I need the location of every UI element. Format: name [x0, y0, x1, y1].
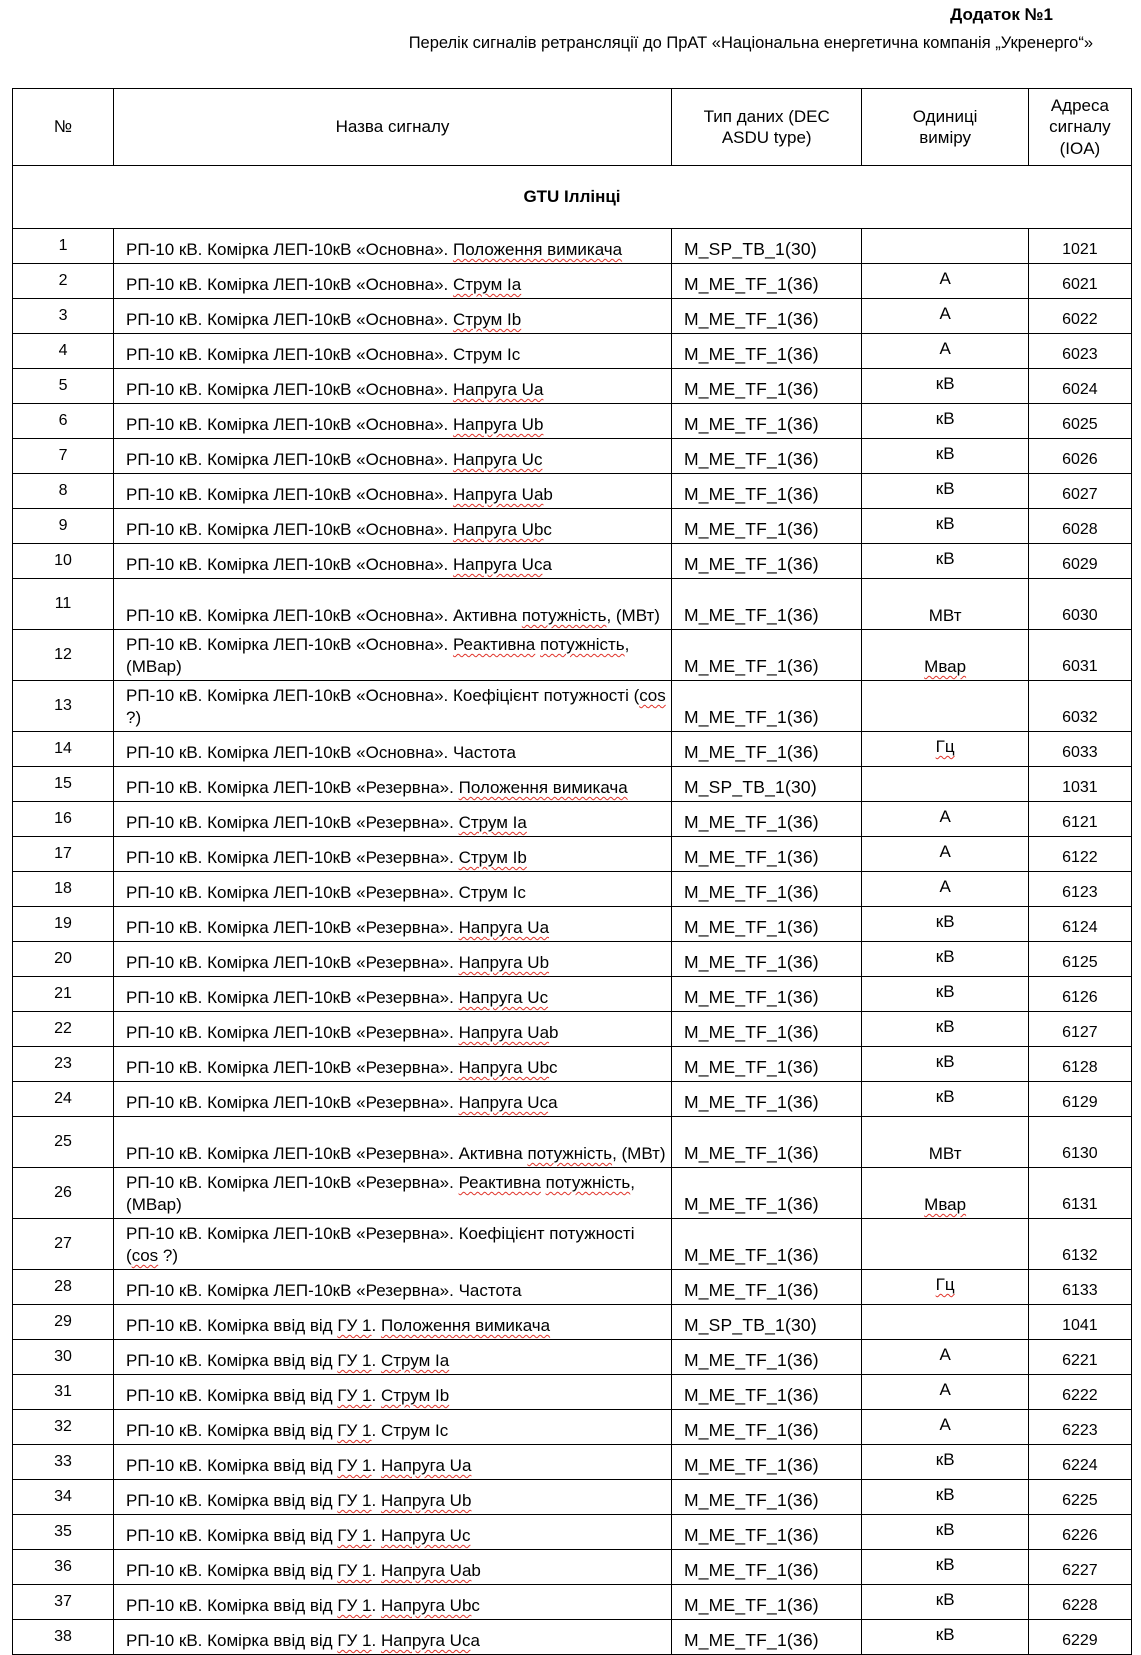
table-row	[13, 404, 1132, 439]
signal-name: РП-10 кВ. Комірка ЛЕП-10кВ «Резервна». Реактивна потужність, (МВар)	[114, 1168, 672, 1219]
column-header-signal-name: Назва сигналу	[114, 89, 672, 166]
data-type: M_ME_TF_1(36)	[671, 1340, 862, 1375]
data-type: M_ME_TF_1(36)	[671, 1270, 862, 1305]
signal-name: РП-10 кВ. Комірка ЛЕП-10кВ «Резервна». Струм Ib	[114, 837, 672, 872]
signal-name: РП-10 кВ. Комірка ввід від ГУ 1. Струм Ib	[114, 1375, 672, 1410]
table-row	[13, 264, 1132, 299]
signal-name: РП-10 кВ. Комірка ЛЕП-10кВ «Основна». Частота	[114, 732, 672, 767]
appendix-title: Додаток №1	[950, 5, 1053, 24]
data-type: M_ME_TF_1(36)	[671, 1168, 862, 1219]
data-type: M_ME_TF_1(36)	[671, 264, 862, 299]
signal-name: РП-10 кВ. Комірка ввід від ГУ 1. Напруга Ua	[114, 1445, 672, 1480]
signal-address: 6229	[1028, 1620, 1131, 1655]
row-number: 14	[13, 732, 114, 767]
row-number: 21	[13, 977, 114, 1012]
signal-name: РП-10 кВ. Комірка ЛЕП-10кВ «Основна». Струм Ia	[114, 264, 672, 299]
signal-address: 6133	[1028, 1270, 1131, 1305]
signal-address: 6131	[1028, 1168, 1131, 1219]
row-number: 1	[13, 229, 114, 264]
column-header-number: №	[13, 89, 114, 166]
signal-name: РП-10 кВ. Комірка ввід від ГУ 1. Напруга Ub	[114, 1480, 672, 1515]
table-row	[13, 872, 1132, 907]
data-type: M_ME_TF_1(36)	[671, 907, 862, 942]
table-row	[13, 544, 1132, 579]
data-type: M_ME_TF_1(36)	[671, 1620, 862, 1655]
unit-value: Гц	[862, 1270, 1028, 1305]
signal-name: РП-10 кВ. Комірка ЛЕП-10кВ «Резервна». Напруга Ubc	[114, 1047, 672, 1082]
signal-address: 6221	[1028, 1340, 1131, 1375]
signal-name: РП-10 кВ. Комірка ЛЕП-10кВ «Резервна». Струм Ic	[114, 872, 672, 907]
data-type: M_ME_TF_1(36)	[671, 872, 862, 907]
signal-name: РП-10 кВ. Комірка ЛЕП-10кВ «Основна». Активна потужність, (МВт)	[114, 579, 672, 630]
row-number: 9	[13, 509, 114, 544]
column-header-address: Адреса сигналу (IOA)	[1028, 89, 1131, 166]
data-type: M_ME_TF_1(36)	[671, 681, 862, 732]
row-number: 7	[13, 439, 114, 474]
unit-value: А	[862, 299, 1028, 334]
signal-name: РП-10 кВ. Комірка ЛЕП-10кВ «Основна». Коефіцієнт потужності (cos ?)	[114, 681, 672, 732]
row-number: 27	[13, 1219, 114, 1270]
unit-value: кВ	[862, 439, 1028, 474]
table-row	[13, 1168, 1132, 1219]
row-number: 34	[13, 1480, 114, 1515]
row-number: 16	[13, 802, 114, 837]
signal-address: 6124	[1028, 907, 1131, 942]
signal-address: 6128	[1028, 1047, 1131, 1082]
signal-name: РП-10 кВ. Комірка ввід від ГУ 1. Напруга Uab	[114, 1550, 672, 1585]
table-row	[13, 1480, 1132, 1515]
signal-name: РП-10 кВ. Комірка ввід від ГУ 1. Струм Ia	[114, 1340, 672, 1375]
data-type: M_ME_TF_1(36)	[671, 1117, 862, 1168]
table-row	[13, 1082, 1132, 1117]
data-type: M_ME_TF_1(36)	[671, 1515, 862, 1550]
appendix-subtitle: Перелік сигналів ретрансляції до ПрАТ «Національна енергетична компанія „Укренерго“»	[408, 34, 1093, 52]
signal-name: РП-10 кВ. Комірка ЛЕП-10кВ «Резервна». Напруга Ua	[114, 907, 672, 942]
signal-name: РП-10 кВ. Комірка ЛЕП-10кВ «Резервна». Напруга Uab	[114, 1012, 672, 1047]
unit-value: А	[862, 334, 1028, 369]
table-row	[13, 1117, 1132, 1168]
signal-name: РП-10 кВ. Комірка ЛЕП-10кВ «Основна». Напруга Uca	[114, 544, 672, 579]
table-row	[13, 1410, 1132, 1445]
unit-value: А	[862, 1340, 1028, 1375]
unit-value: кВ	[862, 942, 1028, 977]
table-row	[13, 630, 1132, 681]
signal-address: 1041	[1028, 1305, 1131, 1340]
signal-address: 6024	[1028, 369, 1131, 404]
unit-value: А	[862, 1375, 1028, 1410]
unit-value: А	[862, 872, 1028, 907]
unit-value: кВ	[862, 1585, 1028, 1620]
signal-name: РП-10 кВ. Комірка ЛЕП-10кВ «Резервна». Напруга Uca	[114, 1082, 672, 1117]
row-number: 29	[13, 1305, 114, 1340]
unit-value: кВ	[862, 1012, 1028, 1047]
row-number: 25	[13, 1117, 114, 1168]
table-row	[13, 907, 1132, 942]
data-type: M_ME_TF_1(36)	[671, 369, 862, 404]
row-number: 5	[13, 369, 114, 404]
signal-name: РП-10 кВ. Комірка ЛЕП-10кВ «Основна». Напруга Ubc	[114, 509, 672, 544]
data-type: M_ME_TF_1(36)	[671, 1585, 862, 1620]
unit-value	[862, 229, 1028, 264]
signal-address: 6033	[1028, 732, 1131, 767]
signal-name: РП-10 кВ. Комірка ЛЕП-10кВ «Основна». Напруга Ub	[114, 404, 672, 439]
table-row	[13, 681, 1132, 732]
signal-name: РП-10 кВ. Комірка ввід від ГУ 1. Положення вимикача	[114, 1305, 672, 1340]
section-title: GTU Іллінці	[13, 166, 1132, 229]
data-type: M_ME_TF_1(36)	[671, 544, 862, 579]
unit-value	[862, 767, 1028, 802]
data-type: M_ME_TF_1(36)	[671, 1480, 862, 1515]
row-number: 18	[13, 872, 114, 907]
data-type: M_ME_TF_1(36)	[671, 1445, 862, 1480]
row-number: 4	[13, 334, 114, 369]
data-type: M_SP_TB_1(30)	[671, 1305, 862, 1340]
unit-value: кВ	[862, 509, 1028, 544]
signal-name: РП-10 кВ. Комірка ЛЕП-10кВ «Основна». Напруга Uab	[114, 474, 672, 509]
table-header-row	[13, 89, 1132, 166]
signal-address: 6224	[1028, 1445, 1131, 1480]
signal-name: РП-10 кВ. Комірка ЛЕП-10кВ «Основна». Положення вимикача	[114, 229, 672, 264]
signal-name: РП-10 кВ. Комірка ЛЕП-10кВ «Основна». Струм Ib	[114, 299, 672, 334]
data-type: M_ME_TF_1(36)	[671, 334, 862, 369]
signal-address: 6132	[1028, 1219, 1131, 1270]
signal-name: РП-10 кВ. Комірка ввід від ГУ 1. Струм Ic	[114, 1410, 672, 1445]
data-type: M_ME_TF_1(36)	[671, 837, 862, 872]
unit-value: МВт	[862, 579, 1028, 630]
table-row	[13, 1219, 1132, 1270]
row-number: 28	[13, 1270, 114, 1305]
table-row	[13, 837, 1132, 872]
signal-address: 6228	[1028, 1585, 1131, 1620]
table-row	[13, 1585, 1132, 1620]
table-row	[13, 1445, 1132, 1480]
data-type: M_ME_TF_1(36)	[671, 439, 862, 474]
table-row	[13, 369, 1132, 404]
table-row	[13, 334, 1132, 369]
row-number: 37	[13, 1585, 114, 1620]
row-number: 11	[13, 579, 114, 630]
row-number: 38	[13, 1620, 114, 1655]
column-header-data-type: Тип даних (DEC ASDU type)	[671, 89, 862, 166]
signal-address: 6222	[1028, 1375, 1131, 1410]
data-type: M_ME_TF_1(36)	[671, 732, 862, 767]
signal-address: 6030	[1028, 579, 1131, 630]
data-type: M_SP_TB_1(30)	[671, 767, 862, 802]
signal-address: 6123	[1028, 872, 1131, 907]
row-number: 36	[13, 1550, 114, 1585]
data-type: M_ME_TF_1(36)	[671, 630, 862, 681]
data-type: M_ME_TF_1(36)	[671, 404, 862, 439]
signal-address: 6021	[1028, 264, 1131, 299]
signal-address: 6227	[1028, 1550, 1131, 1585]
unit-value: А	[862, 837, 1028, 872]
table-row	[13, 802, 1132, 837]
row-number: 6	[13, 404, 114, 439]
unit-value: кВ	[862, 1480, 1028, 1515]
table-row	[13, 299, 1132, 334]
signal-address: 6130	[1028, 1117, 1131, 1168]
table-row	[13, 1515, 1132, 1550]
row-number: 32	[13, 1410, 114, 1445]
data-type: M_ME_TF_1(36)	[671, 1375, 862, 1410]
signal-name: РП-10 кВ. Комірка ЛЕП-10кВ «Основна». Напруга Uc	[114, 439, 672, 474]
signal-address: 6226	[1028, 1515, 1131, 1550]
row-number: 13	[13, 681, 114, 732]
signal-address: 6022	[1028, 299, 1131, 334]
unit-value	[862, 1305, 1028, 1340]
signal-name: РП-10 кВ. Комірка ЛЕП-10кВ «Основна». Струм Ic	[114, 334, 672, 369]
signal-name: РП-10 кВ. Комірка ввід від ГУ 1. Напруга Uca	[114, 1620, 672, 1655]
unit-value: кВ	[862, 404, 1028, 439]
signal-name: РП-10 кВ. Комірка ввід від ГУ 1. Напруга Ubc	[114, 1585, 672, 1620]
unit-value: кВ	[862, 1620, 1028, 1655]
signal-address: 6125	[1028, 942, 1131, 977]
table-row	[13, 229, 1132, 264]
unit-value: кВ	[862, 544, 1028, 579]
unit-value: кВ	[862, 1047, 1028, 1082]
data-type: M_ME_TF_1(36)	[671, 299, 862, 334]
row-number: 26	[13, 1168, 114, 1219]
signal-address: 6121	[1028, 802, 1131, 837]
table-row	[13, 767, 1132, 802]
data-type: M_ME_TF_1(36)	[671, 802, 862, 837]
signal-name: РП-10 кВ. Комірка ЛЕП-10кВ «Резервна». Струм Ia	[114, 802, 672, 837]
table-row	[13, 1047, 1132, 1082]
unit-value: Гц	[862, 732, 1028, 767]
table-row	[13, 942, 1132, 977]
unit-value: кВ	[862, 1515, 1028, 1550]
unit-value: Мвар	[862, 1168, 1028, 1219]
column-header-units: Одиниці виміру	[862, 89, 1028, 166]
signal-name: РП-10 кВ. Комірка ЛЕП-10кВ «Резервна». Напруга Ub	[114, 942, 672, 977]
table-row	[13, 1550, 1132, 1585]
row-number: 15	[13, 767, 114, 802]
row-number: 10	[13, 544, 114, 579]
signal-address: 6027	[1028, 474, 1131, 509]
unit-value: кВ	[862, 1445, 1028, 1480]
signal-address: 1031	[1028, 767, 1131, 802]
unit-value	[862, 1219, 1028, 1270]
signal-address: 6122	[1028, 837, 1131, 872]
unit-value: А	[862, 1410, 1028, 1445]
row-number: 24	[13, 1082, 114, 1117]
signal-name: РП-10 кВ. Комірка ЛЕП-10кВ «Резервна». Частота	[114, 1270, 672, 1305]
row-number: 22	[13, 1012, 114, 1047]
signal-name: РП-10 кВ. Комірка ввід від ГУ 1. Напруга Uc	[114, 1515, 672, 1550]
signal-address: 6032	[1028, 681, 1131, 732]
table-row	[13, 509, 1132, 544]
data-type: M_ME_TF_1(36)	[671, 509, 862, 544]
unit-value: Мвар	[862, 630, 1028, 681]
signals-table	[12, 88, 1132, 1655]
signal-address: 6028	[1028, 509, 1131, 544]
signal-name: РП-10 кВ. Комірка ЛЕП-10кВ «Основна». Напруга Ua	[114, 369, 672, 404]
signal-address: 6129	[1028, 1082, 1131, 1117]
data-type: M_ME_TF_1(36)	[671, 1012, 862, 1047]
table-row	[13, 579, 1132, 630]
unit-value: кВ	[862, 1550, 1028, 1585]
row-number: 30	[13, 1340, 114, 1375]
signal-address: 6225	[1028, 1480, 1131, 1515]
row-number: 12	[13, 630, 114, 681]
signal-address: 6126	[1028, 977, 1131, 1012]
row-number: 33	[13, 1445, 114, 1480]
data-type: M_ME_TF_1(36)	[671, 942, 862, 977]
data-type: M_ME_TF_1(36)	[671, 1550, 862, 1585]
row-number: 20	[13, 942, 114, 977]
data-type: M_ME_TF_1(36)	[671, 977, 862, 1012]
unit-value: кВ	[862, 474, 1028, 509]
signal-address: 6127	[1028, 1012, 1131, 1047]
section-row	[13, 166, 1132, 229]
table-row	[13, 1375, 1132, 1410]
row-number: 2	[13, 264, 114, 299]
signal-address: 6031	[1028, 630, 1131, 681]
data-type: M_ME_TF_1(36)	[671, 1410, 862, 1445]
row-number: 23	[13, 1047, 114, 1082]
data-type: M_ME_TF_1(36)	[671, 579, 862, 630]
table-row	[13, 1305, 1132, 1340]
unit-value: МВт	[862, 1117, 1028, 1168]
table-row	[13, 1620, 1132, 1655]
row-number: 17	[13, 837, 114, 872]
table-row	[13, 1270, 1132, 1305]
table-row	[13, 1340, 1132, 1375]
data-type: M_ME_TF_1(36)	[671, 1082, 862, 1117]
signal-name: РП-10 кВ. Комірка ЛЕП-10кВ «Резервна». Коефіцієнт потужності (cos ?)	[114, 1219, 672, 1270]
signal-name: РП-10 кВ. Комірка ЛЕП-10кВ «Резервна». Положення вимикача	[114, 767, 672, 802]
signal-address: 1021	[1028, 229, 1131, 264]
unit-value	[862, 681, 1028, 732]
table-row	[13, 1012, 1132, 1047]
table-row	[13, 439, 1132, 474]
signal-address: 6023	[1028, 334, 1131, 369]
data-type: M_ME_TF_1(36)	[671, 1219, 862, 1270]
row-number: 8	[13, 474, 114, 509]
row-number: 3	[13, 299, 114, 334]
data-type: M_ME_TF_1(36)	[671, 1047, 862, 1082]
signal-name: РП-10 кВ. Комірка ЛЕП-10кВ «Основна». Реактивна потужність, (МВар)	[114, 630, 672, 681]
row-number: 31	[13, 1375, 114, 1410]
row-number: 19	[13, 907, 114, 942]
row-number: 35	[13, 1515, 114, 1550]
table-row	[13, 732, 1132, 767]
data-type: M_SP_TB_1(30)	[671, 229, 862, 264]
unit-value: А	[862, 264, 1028, 299]
unit-value: кВ	[862, 1082, 1028, 1117]
signal-address: 6025	[1028, 404, 1131, 439]
table-row	[13, 977, 1132, 1012]
signal-address: 6223	[1028, 1410, 1131, 1445]
signal-name: РП-10 кВ. Комірка ЛЕП-10кВ «Резервна». Напруга Uc	[114, 977, 672, 1012]
unit-value: кВ	[862, 369, 1028, 404]
data-type: M_ME_TF_1(36)	[671, 474, 862, 509]
unit-value: кВ	[862, 977, 1028, 1012]
signal-name: РП-10 кВ. Комірка ЛЕП-10кВ «Резервна». Активна потужність, (МВт)	[114, 1117, 672, 1168]
signal-address: 6026	[1028, 439, 1131, 474]
unit-value: А	[862, 802, 1028, 837]
table-row	[13, 474, 1132, 509]
unit-value: кВ	[862, 907, 1028, 942]
signal-address: 6029	[1028, 544, 1131, 579]
